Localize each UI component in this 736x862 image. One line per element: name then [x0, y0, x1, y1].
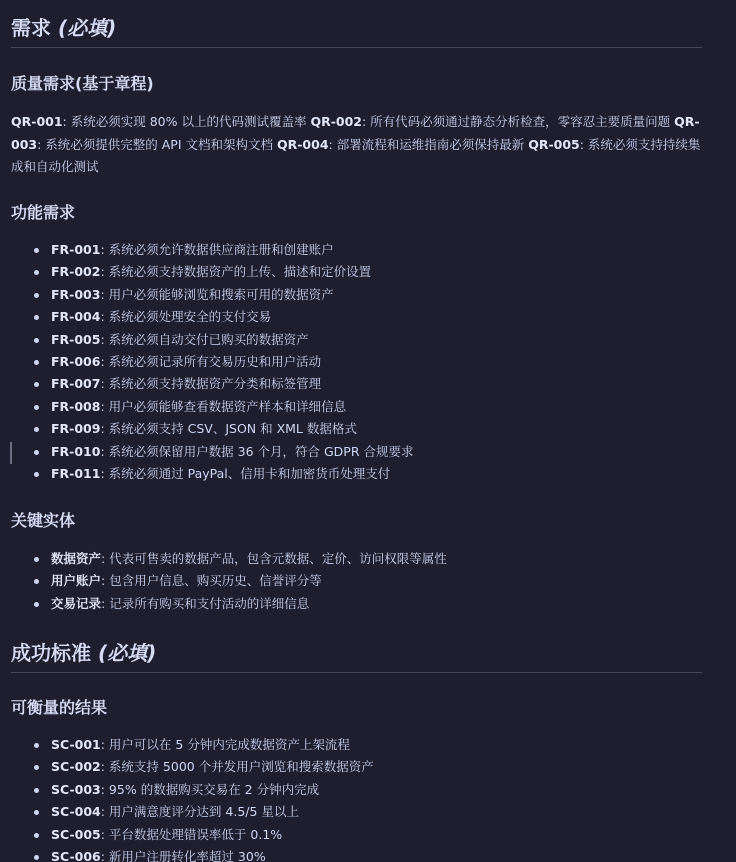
list-item: SC-006: 新用户注册转化率超过 30% [11, 846, 374, 862]
list-item: 交易记录: 记录所有购买和支付活动的详细信息 [11, 593, 447, 615]
list-item: 数据资产: 代表可售卖的数据产品，包含元数据、定价、访问权限等属性 [11, 548, 447, 570]
list-item: SC-005: 平台数据处理错误率低于 0.1% [11, 824, 374, 846]
list-item: FR-004: 系统必须处理安全的支付交易 [11, 306, 413, 328]
list-item: SC-002: 系统支持 5000 个并发用户浏览和搜索数据资产 [11, 756, 374, 778]
subheading-entities: 关键实体 [11, 511, 76, 530]
entities-list [11, 548, 447, 615]
list-item: FR-011: 系统必须通过 PayPal、信用卡和加密货币处理支付 [11, 463, 413, 485]
subheading-functional: 功能需求 [11, 203, 76, 222]
list-item: SC-004: 用户满意度评分达到 4.5/5 星以上 [11, 801, 374, 823]
list-item: FR-010: 系统必须保留用户数据 36 个月，符合 GDPR 合规要求 [11, 441, 413, 463]
editor-line-marker [10, 442, 12, 464]
subheading-measurable: 可衡量的结果 [11, 698, 108, 717]
subheading-quality: 质量需求(基于章程) [11, 74, 154, 93]
list-item: FR-002: 系统必须支持数据资产的上传、描述和定价设置 [11, 261, 413, 283]
list-item: FR-007: 系统必须支持数据资产分类和标签管理 [11, 373, 413, 395]
list-item: FR-006: 系统必须记录所有交易历史和用户活动 [11, 351, 413, 373]
section-heading-requirements: 需求 (必填) [11, 14, 702, 48]
list-item: FR-003: 用户必须能够浏览和搜索可用的数据资产 [11, 284, 413, 306]
list-item: FR-005: 系统必须自动交付已购买的数据资产 [11, 329, 413, 351]
list-item: 用户账户: 包含用户信息、购买历史、信誉评分等 [11, 570, 447, 592]
list-item: FR-008: 用户必须能够查看数据资产样本和详细信息 [11, 396, 413, 418]
section-heading-success-criteria: 成功标准 (必填) [11, 639, 702, 673]
list-item: SC-003: 95% 的数据购买交易在 2 分钟内完成 [11, 779, 374, 801]
list-item: FR-001: 系统必须允许数据供应商注册和创建账户 [11, 239, 413, 261]
measurable-list [11, 734, 374, 862]
quality-paragraph: QR-001: 系统必须实现 80% 以上的代码测试覆盖率 QR-002: 所有代码必须通过静态分析检查，零容忍主要质量问题 QR-003: 系统必须提供完整的 API 文档和架构文档 QR-004: 部署流程和运维指南必须保持最新 QR-005: 系统必须支持持续集成和自动化测试 [11, 114, 701, 174]
list-item: SC-001: 用户可以在 5 分钟内完成数据资产上架流程 [11, 734, 374, 756]
list-item: FR-009: 系统必须支持 CSV、JSON 和 XML 数据格式 [11, 418, 413, 440]
functional-list [11, 239, 413, 485]
